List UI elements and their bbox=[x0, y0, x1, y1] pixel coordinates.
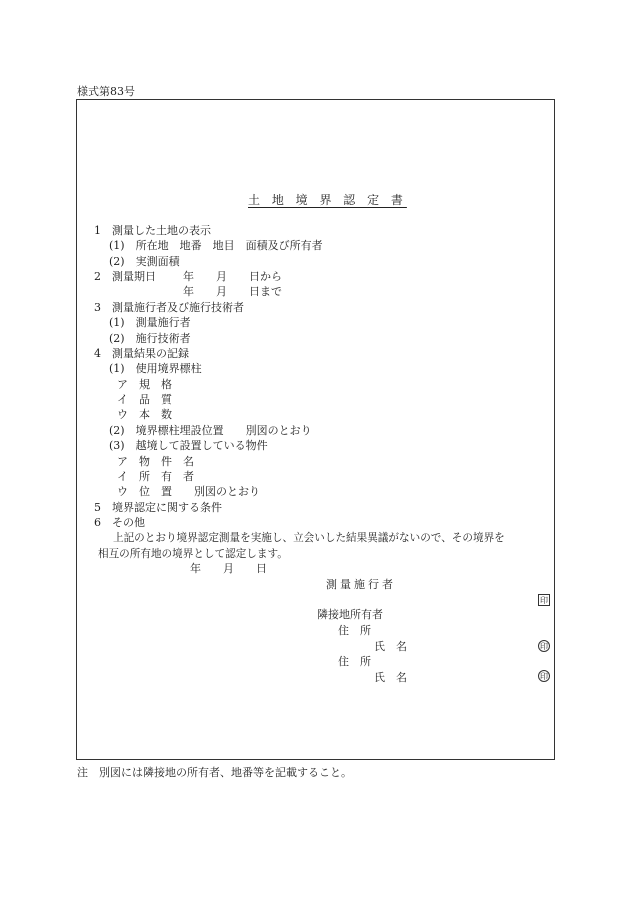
owner-1-address-label: 住 所 bbox=[338, 624, 371, 637]
section-4-item-1-i: イ 品 質 bbox=[117, 393, 172, 406]
survey-date-to: 年 月 日まで bbox=[183, 285, 282, 298]
section-4-item-3-u: ウ 位 置 別図のとおり bbox=[117, 485, 260, 498]
form-number: 様式第83号 bbox=[77, 85, 135, 98]
section-6-heading: 6 その他 bbox=[94, 516, 145, 529]
footnote: 注 別図には隣接地の所有者、地番等を記載すること。 bbox=[77, 766, 352, 779]
surveyor-seal-mark: 印 bbox=[540, 596, 548, 605]
certification-text-line-1: 上記のとおり境界認定測量を実施し、立会いした結果異議がないので、その境界を bbox=[113, 532, 505, 544]
certification-text-line-2: 相互の所有地の境界として認定します。 bbox=[98, 548, 288, 560]
section-4-item-1-a: ア 規 格 bbox=[117, 378, 172, 391]
section-4-item-3: (3) 越境して設置している物件 bbox=[109, 439, 268, 452]
section-1-item-1: (1) 所在地 地番 地目 面積及び所有者 bbox=[109, 239, 323, 252]
section-4-heading: 4 測量結果の記録 bbox=[94, 347, 189, 360]
owner-2-address-label: 住 所 bbox=[338, 655, 371, 668]
section-4-item-3-i: イ 所 有 者 bbox=[117, 470, 194, 483]
section-5-heading: 5 境界認定に関する条件 bbox=[94, 501, 222, 514]
surveyor-label: 測量施行者 bbox=[326, 578, 396, 591]
owner-2-seal-mark: 印 bbox=[540, 672, 548, 681]
document-title: 土 地 境 界 認 定 書 bbox=[248, 193, 407, 207]
section-4-item-1: (1) 使用境界標柱 bbox=[109, 362, 202, 375]
section-3-item-1: (1) 測量施行者 bbox=[109, 316, 191, 329]
adjacent-owner-label: 隣接地所有者 bbox=[317, 608, 383, 621]
section-4-item-2: (2) 境界標柱埋設位置 別図のとおり bbox=[109, 424, 312, 437]
section-4-item-3-a: ア 物 件 名 bbox=[117, 455, 194, 468]
section-1-item-2: (2) 実測面積 bbox=[109, 255, 180, 268]
certification-date: 年 月 日 bbox=[190, 562, 267, 575]
owner-1-seal-mark: 印 bbox=[540, 642, 548, 651]
section-3-heading: 3 測量施行者及び施行技術者 bbox=[94, 301, 244, 314]
section-3-item-2: (2) 施行技術者 bbox=[109, 332, 191, 345]
section-4-item-1-u: ウ 本 数 bbox=[117, 408, 172, 421]
survey-date-from: 年 月 日から bbox=[183, 270, 282, 283]
owner-1-name-label: 氏 名 bbox=[374, 640, 407, 653]
section-2-heading: 2 測量期日 bbox=[94, 270, 156, 283]
owner-2-name-label: 氏 名 bbox=[374, 671, 407, 684]
section-1-heading: 1 測量した土地の表示 bbox=[94, 224, 211, 237]
